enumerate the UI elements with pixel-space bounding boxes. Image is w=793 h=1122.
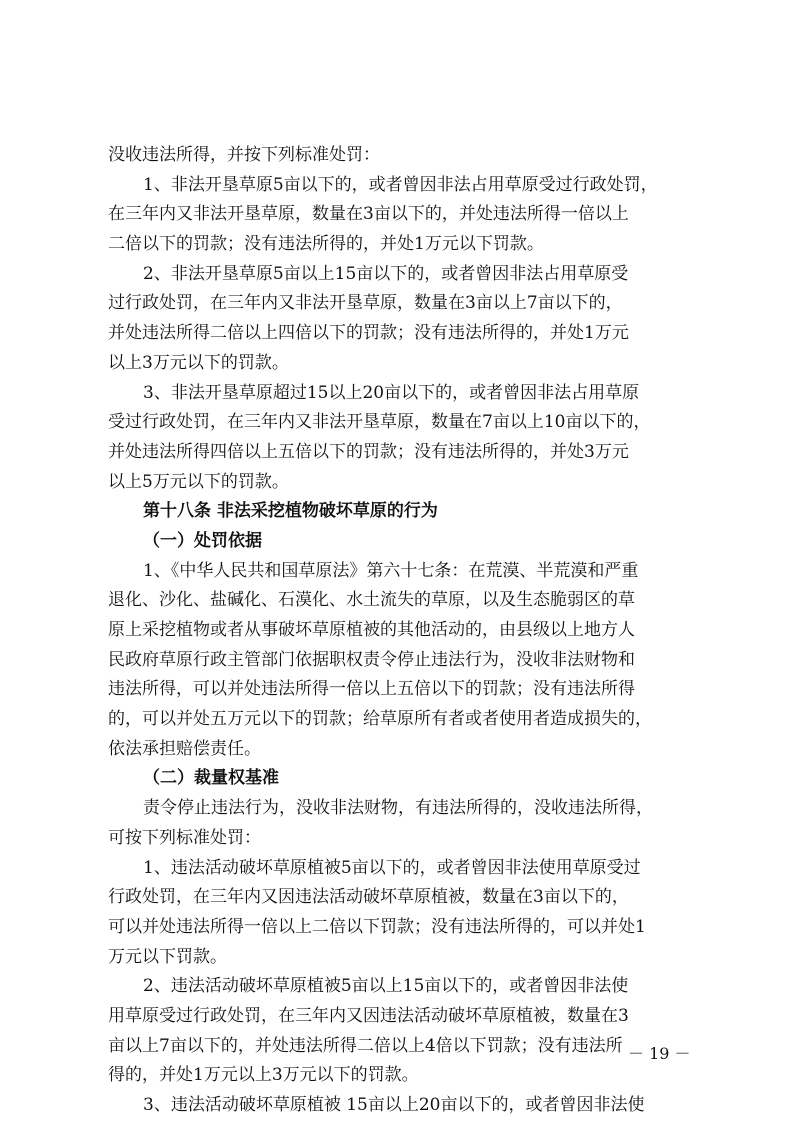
text-line: 以上5万元以下的罚款。 [108,471,289,492]
text-line: 行政处罚，在三年内又因违法活动破坏草原植被，数量在3亩以下的， [108,887,629,908]
text-line: 2、非法开垦草原5亩以上15亩以下的，或者曾因非法占用草原受 [143,263,629,284]
text-line: 依法承担赔偿责任。 [108,738,261,759]
section-heading: 第十八条 非法采挖植物破坏草原的行为 [143,501,438,522]
text-line: 民政府草原行政主管部门依据职权责令停止违法行为，没收非法财物和 [108,649,635,670]
text-line: 责令停止违法行为，没收非法财物，有违法所得的，没收违法所得， [143,798,653,819]
text-line: 3、违法活动破坏草原植被 15亩以上20亩以下的，或者曾因非法使 [143,1095,645,1115]
text-line: 以上3万元以下的罚款。 [108,352,289,373]
text-line: 可以并处违法所得一倍以上二倍以下罚款；没有违法所得的，可以并处1 [108,916,646,937]
text-line: 可按下列标准处罚： [108,827,261,848]
text-line: 退化、沙化、盐碱化、石漠化、水土流失的草原，以及生态脆弱区的草 [108,590,635,611]
text-line: 的，可以并处五万元以下的罚款；给草原所有者或者使用者造成损失的， [108,709,652,730]
text-line: 1、违法活动破坏草原植被5亩以下的，或者曾因非法使用草原受过 [143,857,641,878]
text-line: 过行政处罚，在三年内又非法开垦草原，数量在3亩以上7亩以下的， [108,293,623,314]
text-line: 1、《中华人民共和国草原法》第六十七条：在荒漠、半荒漠和严重 [143,560,639,581]
text-line: 二倍以下的罚款；没有违法所得的，并处1万元以下罚款。 [108,234,544,255]
text-line: 违法所得，可以并处违法所得一倍以上五倍以下的罚款；没有违法所得 [108,679,635,700]
body-text [108,141,688,1121]
text-line: 用草原受过行政处罚，在三年内又因违法活动破坏草原植被，数量在3 [108,1005,629,1026]
page-number: － 19 － [628,1044,691,1063]
section-heading: （一）处罚依据 [143,530,262,551]
text-line: 并处违法所得二倍以上四倍以下的罚款；没有违法所得的，并处1万元 [108,323,629,344]
text-line: 没收违法所得，并按下列标准处罚： [108,145,380,165]
section-heading: （二）裁量权基准 [143,768,279,789]
text-line: 原上采挖植物或者从事破坏草原植被的其他活动的，由县级以上地方人 [108,620,635,640]
text-line: 3、非法开垦草原超过15以上20亩以下的，或者曾因非法占用草原 [143,382,640,403]
text-line: 亩以上7亩以下的，并处违法所得二倍以上4倍以下罚款；没有违法所 [108,1035,623,1056]
text-line: 2、违法活动破坏草原植被5亩以上15亩以下的，或者曾因非法使 [143,976,629,997]
text-line: 万元以下罚款。 [108,946,227,967]
text-line: 1、非法开垦草原5亩以下的，或者曾因非法占用草原受过行政处罚， [143,174,658,195]
text-line: 并处违法所得四倍以上五倍以下的罚款；没有违法所得的，并处3万元 [108,441,629,462]
text-line: 在三年内又非法开垦草原，数量在3亩以下的，并处违法所得一倍以上 [108,204,629,225]
text-line: 得的，并处1万元以上3万元以下的罚款。 [108,1065,419,1086]
text-line: 受过行政处罚，在三年内又非法开垦草原，数量在7亩以上10亩以下的， [108,412,651,433]
